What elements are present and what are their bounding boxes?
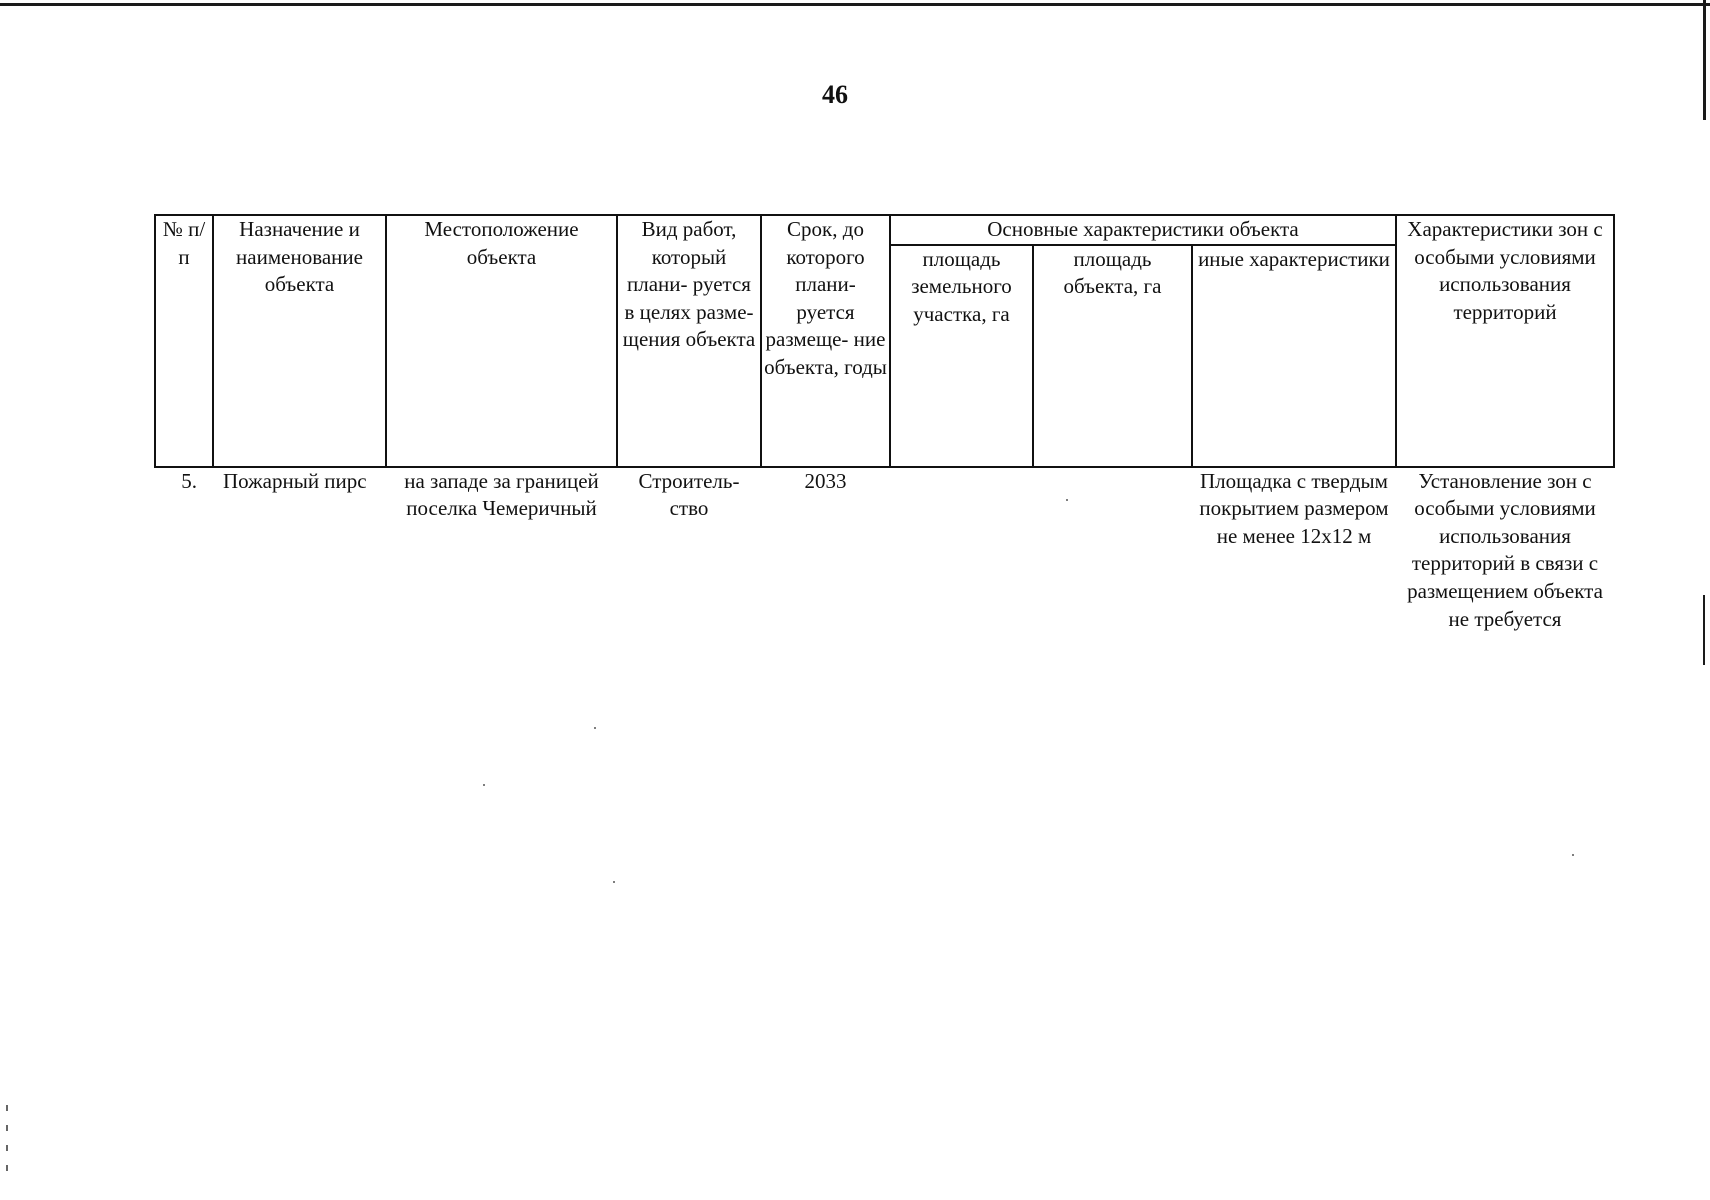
header-main-characteristics: Основные характеристики объекта — [890, 215, 1396, 245]
cell-work-type: Строитель- ство — [638, 468, 740, 521]
table-row — [155, 467, 1614, 634]
cell-location: на западе за границей поселка Чемеричный — [404, 468, 599, 521]
header-row-top — [155, 215, 1614, 245]
top-border-line — [0, 3, 1710, 6]
cell-name: Пожарный пирс — [223, 468, 367, 493]
scan-edge-mark — [1703, 595, 1705, 665]
header-num: № п/п — [155, 215, 213, 467]
header-work-type: Вид работ, который плани- руется в целях разме- щения объекта — [617, 215, 761, 467]
scan-speck — [1066, 499, 1068, 501]
header-object-area: площадь объекта, га — [1033, 245, 1192, 467]
cell-deadline: 2033 — [804, 468, 847, 493]
header-land-area: площадь земельного участка, га — [890, 245, 1033, 467]
header-zones: Характеристики зон с особыми условиями использования территорий — [1396, 215, 1614, 467]
cell-land-area — [890, 467, 1033, 634]
header-deadline: Срок, до которого плани- руется размеще- ние объекта, годы — [761, 215, 890, 467]
page-number: 46 — [822, 80, 848, 109]
objects-table — [154, 214, 1615, 633]
scan-speck — [613, 881, 615, 883]
cell-zones: Установление зон с особыми условиями использования территорий в связи с размещением объекта не требуется — [1407, 468, 1603, 631]
scan-edge-dash — [6, 1125, 8, 1131]
cell-object-area — [1033, 467, 1192, 634]
scan-speck — [1572, 854, 1574, 856]
scan-edge-dash — [6, 1145, 8, 1151]
scan-edge-dash — [6, 1165, 8, 1171]
cell-num: 5. — [181, 468, 197, 493]
scan-edge-mark — [1703, 0, 1706, 120]
cell-other: Площадка с твердым покрытием размером не менее 12x12 м — [1199, 468, 1389, 548]
header-location: Местоположение объекта — [386, 215, 617, 467]
scan-speck — [594, 727, 596, 729]
header-other: иные характеристики — [1192, 245, 1396, 467]
header-name: Назначение и наименование объекта — [213, 215, 386, 467]
scan-edge-dash — [6, 1105, 8, 1111]
scan-speck — [483, 784, 485, 786]
